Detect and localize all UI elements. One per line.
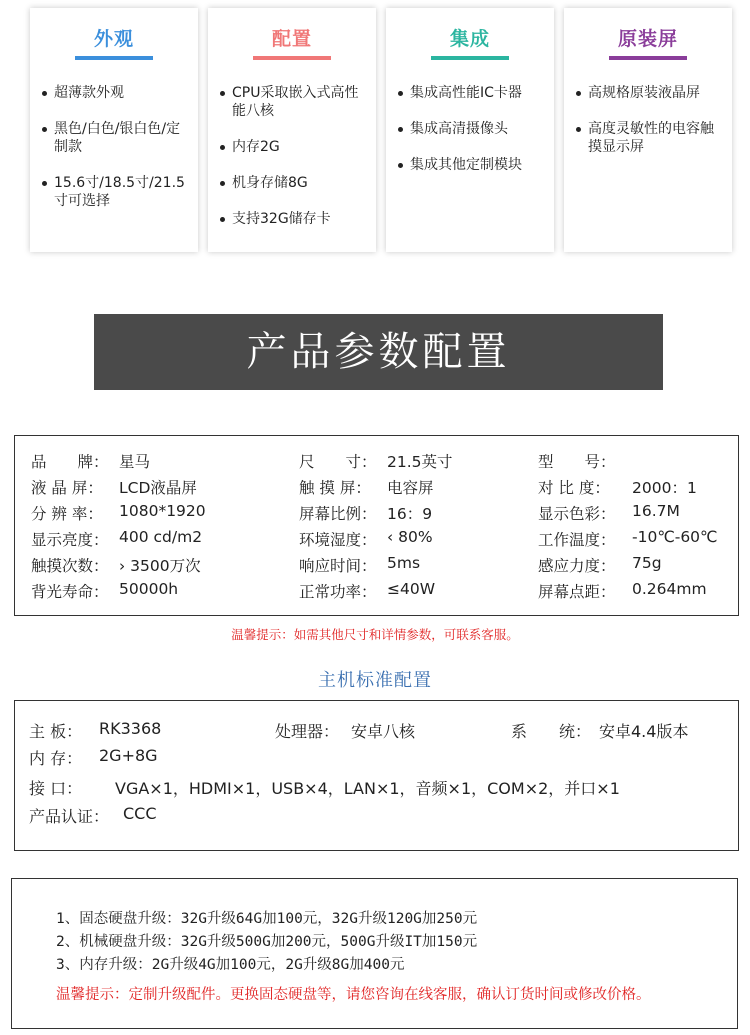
table-row (15, 528, 738, 554)
upgrade-line: 3、内存升级：2G升级4G加100元，2G升级8G加400元 (56, 957, 405, 973)
spec-label: 屏幕比例： (299, 505, 377, 523)
spec-label: 尺 寸： (299, 453, 377, 471)
card-list (218, 84, 370, 246)
list-item: 高度灵敏性的电容触摸显示屏 (574, 120, 726, 156)
upgrade-note: 温馨提示：定制升级配件。更换固态硬盘等，请您咨询在线客服，确认订货时间或修改价格。 (56, 987, 651, 1003)
spec-value: › 3500万次 (119, 557, 201, 575)
card-underline (609, 56, 687, 60)
spec-label: 显示色彩： (538, 505, 616, 523)
spec-note: 温馨提示：如需其他尺寸和详情参数，可联系客服。 (231, 627, 519, 642)
cpu-value: 安卓八核 (351, 722, 416, 741)
card-title: 集成 (449, 28, 490, 50)
feature-cards (28, 8, 728, 256)
board-value: RK3368 (99, 719, 162, 738)
list-item: 超薄款外观 (40, 84, 192, 102)
list-item: 支持32G储存卡 (218, 210, 370, 228)
spec-label: 屏幕点距： (538, 583, 616, 601)
host-config-box (14, 700, 739, 851)
section-banner: 产品参数配置 (94, 314, 663, 390)
upgrade-box (11, 878, 738, 1029)
memory-value: 2G+8G (99, 746, 158, 765)
memory-label: 内 存： (29, 749, 83, 768)
list-item: 集成其他定制模块 (396, 156, 548, 174)
spec-value: 星马 (119, 453, 151, 471)
list-item: 15.6寸/18.5寸/21.5寸可选择 (40, 174, 192, 210)
table-row (15, 476, 738, 502)
spec-label: 对 比 度： (538, 479, 610, 497)
spec-label: 感应力度： (538, 557, 616, 575)
table-row (15, 450, 738, 476)
spec-label: 环境湿度： (299, 531, 377, 549)
spec-label: 分 辨 率： (31, 505, 103, 523)
spec-label: 触摸次数： (31, 557, 109, 575)
spec-label: 工作温度： (538, 531, 616, 549)
spec-value: 2000：1 (632, 479, 697, 497)
host-section-title: 主机标准配置 (318, 670, 432, 691)
card-title: 外观 (93, 28, 134, 50)
list-item: 集成高性能IC卡器 (396, 84, 548, 102)
os-value: 安卓4.4版本 (599, 722, 689, 741)
spec-label: 品 牌： (31, 453, 109, 471)
spec-label: 显示亮度： (31, 531, 109, 549)
upgrade-line: 2、机械硬盘升级：32G升级500G加200元，500G升级IT加150元 (56, 934, 478, 950)
card-screen (564, 8, 732, 252)
card-appearance (30, 8, 198, 252)
list-item: CPU采取嵌入式高性能八核 (218, 84, 370, 120)
card-underline (75, 56, 153, 60)
spec-table (14, 435, 739, 616)
spec-value: -10℃-60℃ (632, 528, 718, 546)
spec-value: ‹ 80% (387, 528, 433, 546)
spec-value: 75g (632, 554, 662, 572)
spec-value: ≤40W (387, 580, 436, 598)
spec-label: 液 晶 屏： (31, 479, 103, 497)
cpu-label: 处理器： (275, 722, 340, 741)
card-config (208, 8, 376, 252)
spec-value: 电容屏 (387, 479, 434, 497)
certification-value: CCC (123, 804, 157, 823)
spec-label: 响应时间： (299, 557, 377, 575)
table-row (15, 502, 738, 528)
list-item: 集成高清摄像头 (396, 120, 548, 138)
card-integration (386, 8, 554, 252)
spec-label: 型 号： (538, 453, 616, 471)
list-item: 内存2G (218, 138, 370, 156)
os-label: 系 统： (511, 722, 592, 741)
spec-label: 正常功率： (299, 583, 377, 601)
spec-value: 400 cd/m2 (119, 528, 203, 546)
ports-value: VGA×1，HDMI×1，USB×4，LAN×1，音频×1，COM×2，并口×1 (115, 779, 620, 798)
spec-value: 5ms (387, 554, 421, 572)
card-list (40, 84, 192, 228)
spec-value: 50000h (119, 580, 179, 598)
table-row (15, 554, 738, 580)
card-list (396, 84, 548, 192)
card-title: 配置 (271, 28, 312, 50)
spec-value: 0.264mm (632, 580, 707, 598)
table-row (15, 580, 738, 606)
card-underline (253, 56, 331, 60)
list-item: 黑色/白色/银白色/定制款 (40, 120, 192, 156)
list-item: 机身存储8G (218, 174, 370, 192)
card-underline (431, 56, 509, 60)
spec-label: 触 摸 屏： (299, 479, 371, 497)
list-item: 高规格原装液晶屏 (574, 84, 726, 102)
board-label: 主 板： (29, 722, 83, 741)
card-title: 原装屏 (617, 28, 678, 50)
ports-label: 接 口： (29, 779, 83, 798)
card-list (574, 84, 726, 174)
spec-value: LCD液晶屏 (119, 479, 197, 497)
certification-label: 产品认证： (29, 807, 110, 826)
spec-value: 1080*1920 (119, 502, 206, 520)
spec-label: 背光寿命： (31, 583, 109, 601)
upgrade-line: 1、固态硬盘升级：32G升级64G加100元，32G升级120G加250元 (56, 911, 478, 927)
spec-value: 16：9 (387, 505, 433, 523)
spec-value: 21.5英寸 (387, 453, 453, 471)
spec-value: 16.7M (632, 502, 680, 520)
